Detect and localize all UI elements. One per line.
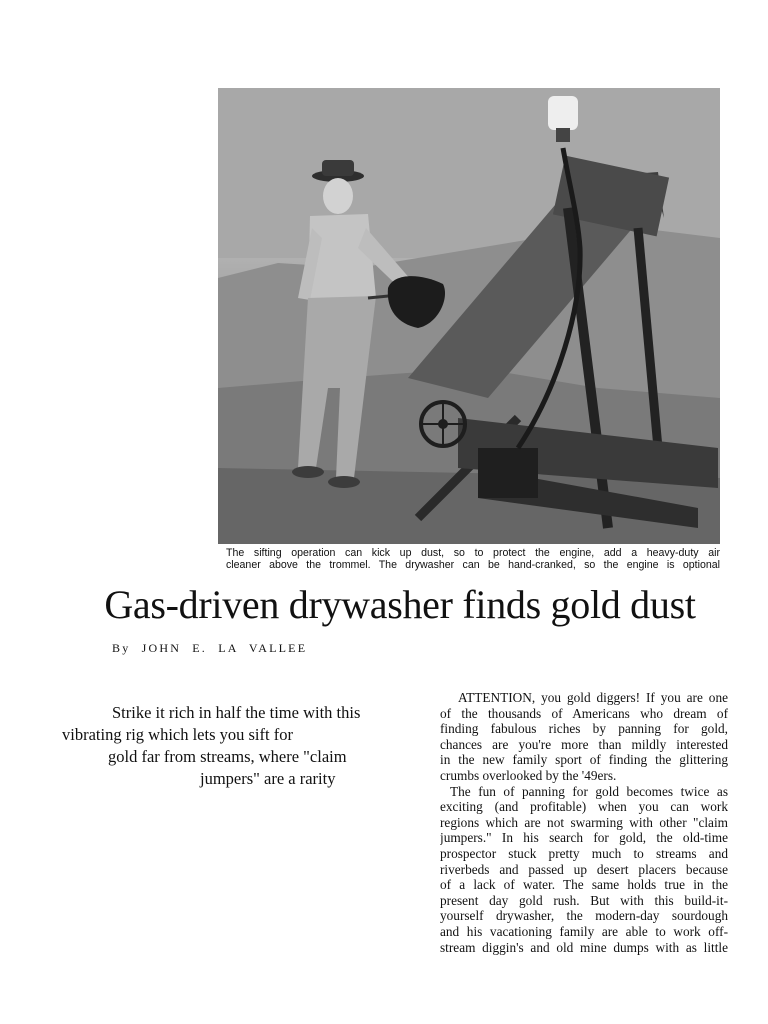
body-line: regions which are not swarming with other "claim [440,814,728,830]
photo-caption [226,547,720,571]
body-line: and his vacationing family are able to work off- [440,923,728,939]
body-line: in the new family sport of finding the glittering [440,752,728,768]
article-dek [60,702,420,790]
caption-line: The sifting operation can kick up dust, so to protect the engine, add a heavy-duty air [226,547,720,559]
caption-line: cleaner above the trommel. The drywasher can be hand-cranked, so the engine is optional [226,559,720,571]
body-line: prospector stuck pretty much to streams and [440,845,728,861]
body-line: chances are you're more than mildly interested [440,736,728,752]
body-line: jumpers." In his search for gold, the old-time [440,830,728,846]
article-body [440,690,728,955]
dek-line: Strike it rich in half the time with this [112,703,361,722]
body-line: present day gold rush. But with this build-it- [440,892,728,908]
dek-line: jumpers" are a rarity [200,769,336,788]
dek-line: vibrating rig which lets you sift for [62,725,293,744]
body-line: ATTENTION, you gold diggers! If you are one [458,690,728,705]
body-line: finding fabulous riches by panning for gold, [440,721,728,737]
body-line: exciting (and profitable) when you can work [440,799,728,815]
article-photo [218,88,720,544]
article-headline: Gas-driven drywasher finds gold dust [104,582,696,627]
body-line: riverbeds and passed up desert placers because [440,861,728,877]
dek-line: gold far from streams, where "claim [108,747,347,766]
body-line: crumbs overlooked by the '49ers. [440,767,617,783]
byline: By JOHN E. LA VALLEE [112,641,308,655]
body-line: of the thousands of Americans who dream of [440,705,728,721]
body-line: of a lack of water. The same holds true in the [440,877,728,893]
drywasher-illustration [218,88,720,544]
body-line: The fun of panning for gold becomes twice as [450,783,728,799]
body-line: stream diggin's and old mine dumps with as little [440,939,728,955]
body-line: yourself drywasher, the modern-day sourdough [440,908,728,924]
air-cleaner [548,96,578,130]
